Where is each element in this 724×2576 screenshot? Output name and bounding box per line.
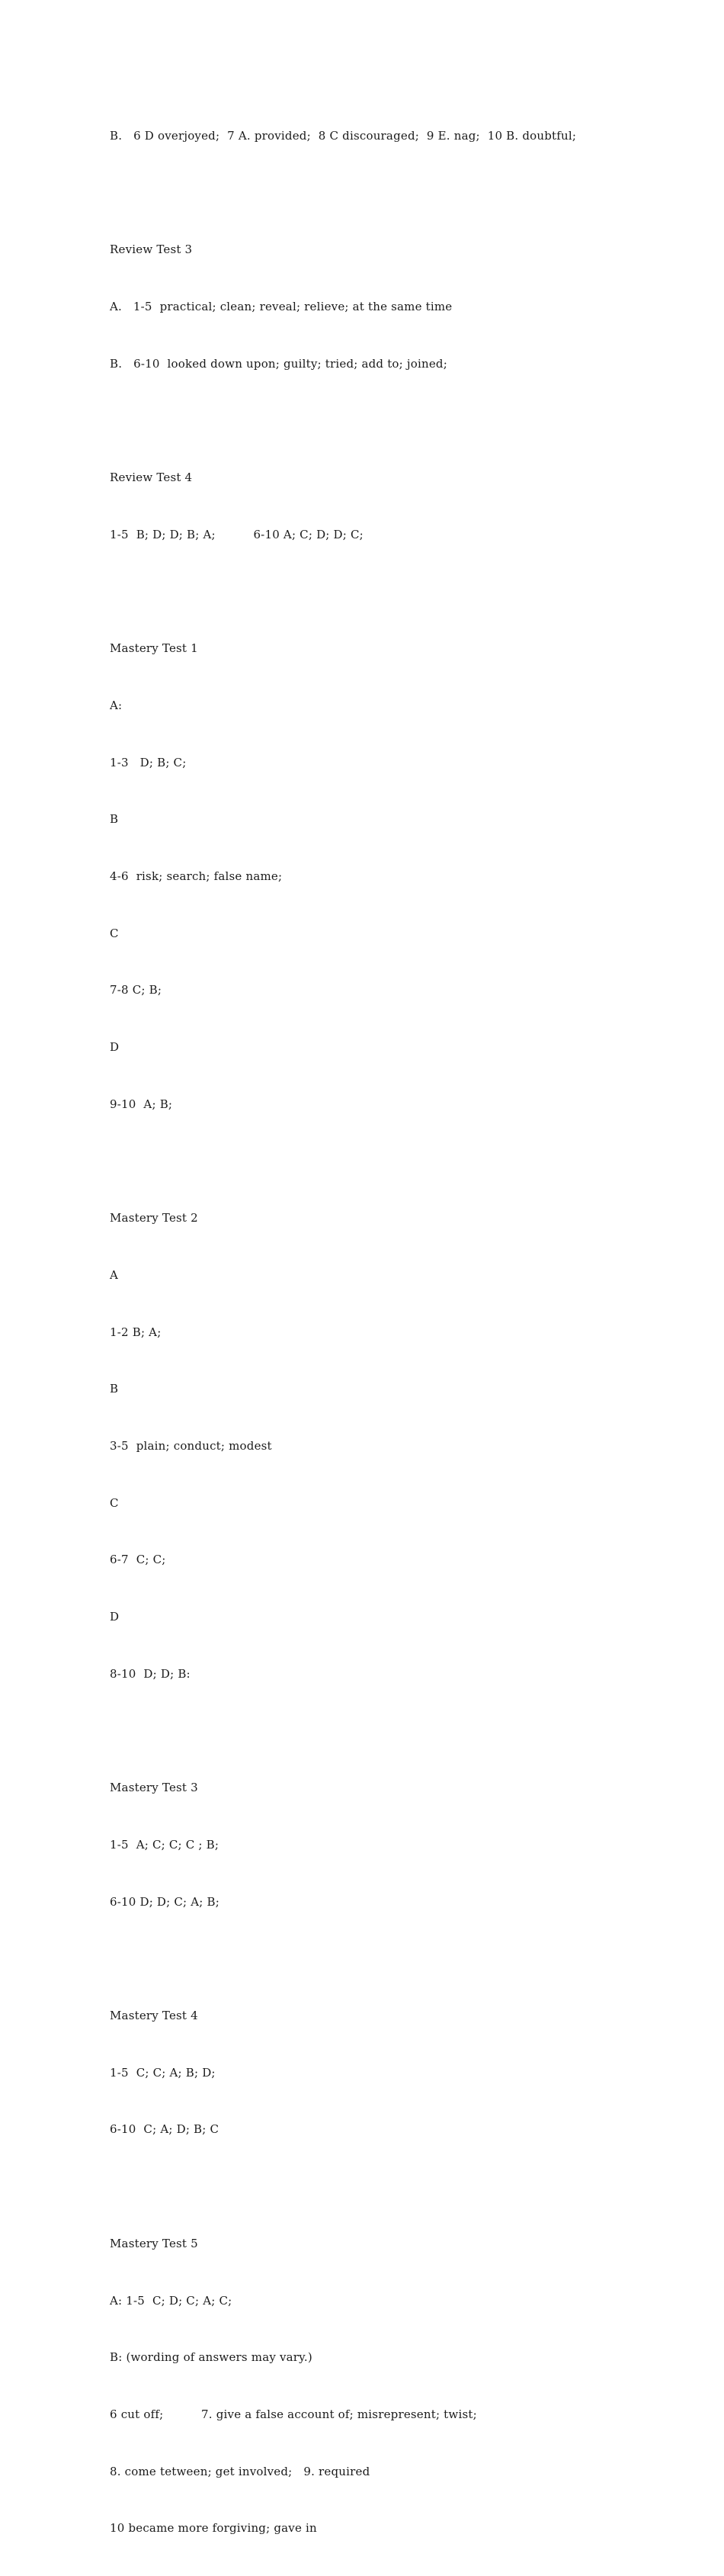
text-line xyxy=(110,1949,689,1968)
section-heading: Review Test 3 xyxy=(110,243,193,257)
text-line xyxy=(110,1722,689,1741)
text-line: 6-10 C; A; D; B; C xyxy=(110,2122,219,2137)
text-line: 3-5 plain; conduct; modest xyxy=(110,1438,272,1453)
text-line: A xyxy=(110,1267,119,1282)
text-line: C xyxy=(110,1495,119,1510)
text-line: B xyxy=(110,812,119,827)
text-line: 9-10 A; B; xyxy=(110,1097,173,1111)
text-line: D xyxy=(110,1040,120,1055)
section-heading: Mastery Test 2 xyxy=(110,1211,198,1225)
text-line: B. 6-10 looked down upon; guilty; tried; add to; joined; xyxy=(110,356,447,371)
text-line: A: 1-5 C; D; C; A; C; xyxy=(110,2293,232,2308)
text-line xyxy=(110,184,689,203)
text-line: B. 6 D overjoyed; 7 A. provided; 8 C discouraged; 9 E. nag; 10 B. doubtful; xyxy=(110,128,577,143)
text-line: A. 1-5 practical; clean; reveal; relieve; at the same time xyxy=(110,299,453,313)
answer-key-text xyxy=(110,88,689,2576)
text-line: C xyxy=(110,926,119,940)
text-line: B: (wording of answers may vary.) xyxy=(110,2350,312,2365)
section-heading: Review Test 4 xyxy=(110,471,193,485)
text-line: A: xyxy=(110,698,123,712)
section-heading: Mastery Test 3 xyxy=(110,1781,198,1795)
text-line: 8. come tetween; get involved; 9. required xyxy=(110,2464,370,2478)
text-line xyxy=(110,411,689,430)
text-line: 1-5 B; D; D; B; A; 6-10 A; C; D; D; C; xyxy=(110,527,364,541)
text-line xyxy=(110,1151,689,1171)
text-line: 6-10 D; D; C; A; B; xyxy=(110,1894,219,1909)
text-line: 8-10 D; D; B: xyxy=(110,1666,191,1681)
text-line: 6-7 C; C; xyxy=(110,1553,166,1567)
section-heading: Mastery Test 1 xyxy=(110,641,198,656)
text-line: 10 became more forgiving; gave in xyxy=(110,2521,317,2536)
section-heading: Mastery Test 4 xyxy=(110,2009,198,2023)
section-heading: Mastery Test 5 xyxy=(110,2236,198,2250)
text-line: 7-8 C; B; xyxy=(110,983,162,997)
text-line: B xyxy=(110,1382,119,1396)
text-line: 4-6 risk; search; false name; xyxy=(110,869,283,883)
text-line: 1-5 A; C; C; C ; B; xyxy=(110,1837,219,1852)
text-line xyxy=(110,2177,689,2196)
text-line xyxy=(110,582,689,601)
text-line: 1-2 B; A; xyxy=(110,1325,162,1339)
text-line: 1-3 D; B; C; xyxy=(110,755,187,769)
text-line: 6 cut off; 7. give a false account of; misrepresent; twist; xyxy=(110,2407,477,2421)
text-line: 1-5 C; C; A; B; D; xyxy=(110,2065,216,2080)
text-line: D xyxy=(110,1610,120,1624)
